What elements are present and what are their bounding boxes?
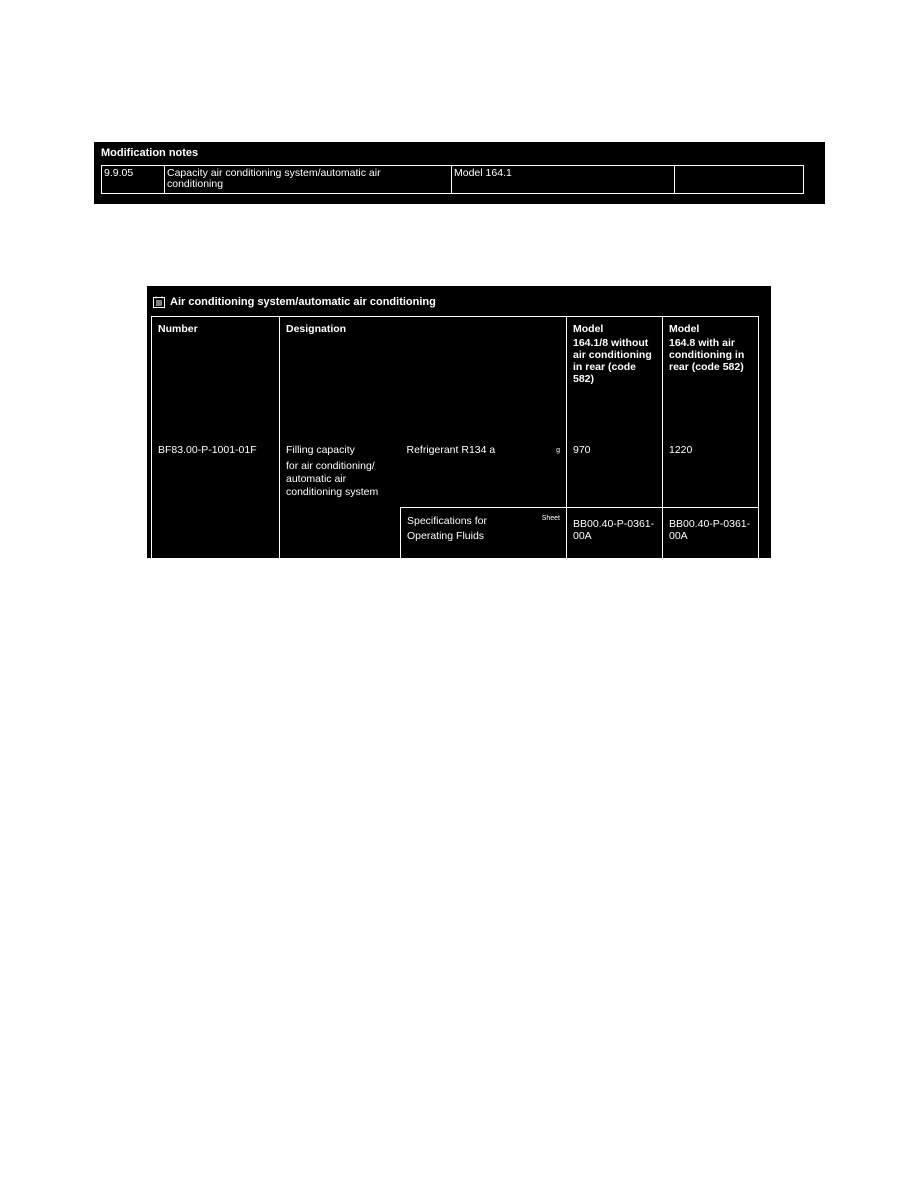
modification-description [165,166,452,194]
modification-date: 9.9.05 [102,166,165,194]
fluid-name: Refrigerant R134 a [406,444,496,456]
table-row [102,166,804,194]
header-designation: Designation [280,317,567,441]
header-model2-sub-line: 164.8 with air [669,337,735,349]
header-model1 [567,317,663,441]
spec-sheet-model1: BB00.40-P-0361-00A [567,508,663,569]
table-row [152,440,759,508]
modification-description-line2: conditioning [167,178,224,190]
ac-spec-header [153,294,436,310]
modification-description-line1: Capacity air conditioning system/automatic air [167,167,381,179]
header-model1-sub-line: 164.1/8 without [573,337,649,349]
header-number: Number [152,317,280,441]
header-model2-sub-line: conditioning in [669,349,745,361]
ac-spec-title: Air conditioning system/automatic air conditioning [170,296,436,308]
header-model1-sub-line: air conditioning [573,349,652,361]
document-icon [153,296,165,308]
modification-notes-title: Modification notes [101,147,199,159]
header-model1-sub [573,337,656,385]
designation-line: for air conditioning/ [286,460,375,472]
header-model1-sub-line: 582) [573,373,595,385]
spec-label-line2: Operating Fluids [407,530,485,542]
spec-unit: Sheet [541,515,560,522]
ac-spec-table [151,316,759,569]
header-model2 [663,317,759,441]
designation-cell [280,440,401,569]
modification-notes-table [101,165,804,194]
designation-title: Filling capacity [286,444,355,456]
designation-line: automatic air [286,473,347,485]
header-model1-label: Model [573,323,604,335]
header-model2-sub-line: rear (code 582) [669,361,744,373]
modification-model: Model 164.1 [452,166,675,194]
fluid-cell [401,440,567,508]
capacity-model2: 1220 [663,440,759,508]
designation-line: conditioning system [286,486,379,498]
header-model2-sub [669,337,752,373]
header-model2-label: Model [669,323,700,335]
spec-label-line1: Specifications for [407,515,487,527]
modification-notes-panel [94,142,825,204]
spec-sheet-model2: BB00.40-P-0361-00A [663,508,759,569]
part-number: BF83.00-P-1001-01F [152,440,280,569]
capacity-model1: 970 [567,440,663,508]
ac-spec-panel [147,286,771,558]
spec-label-cell [401,508,567,569]
header-model1-sub-line: in rear (code [573,361,637,373]
fluid-unit: g [556,447,560,454]
modification-extra [675,166,804,194]
table-header-row [152,317,759,441]
